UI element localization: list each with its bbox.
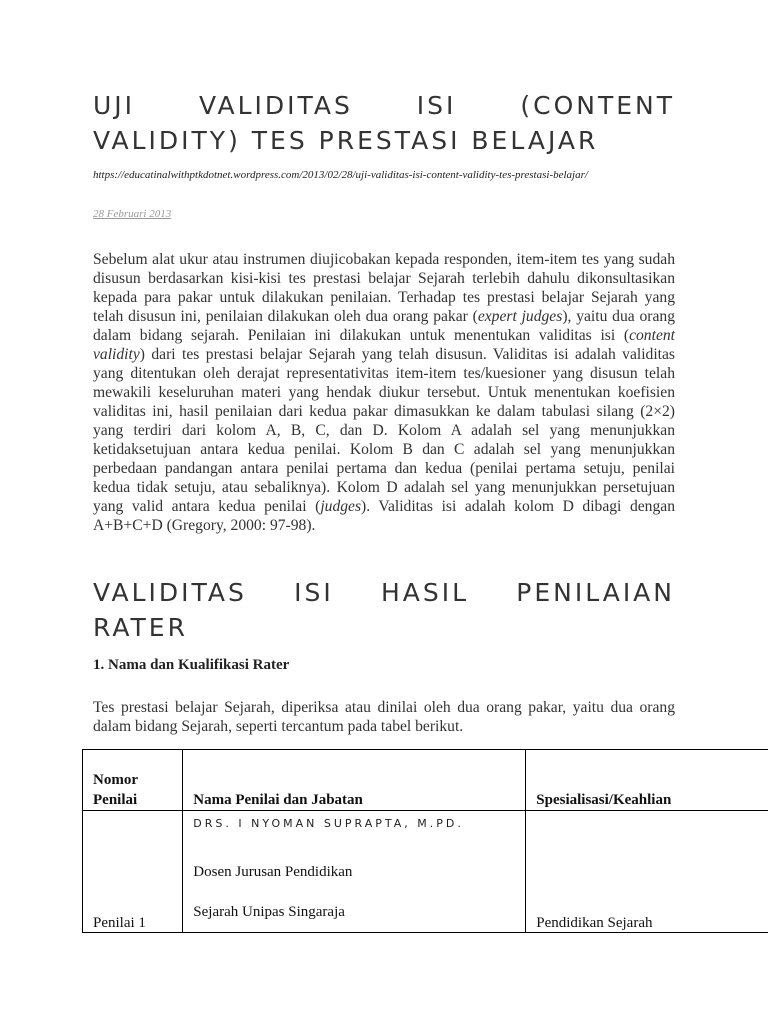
section-title-line-1: VALIDITAS ISI HASIL PENILAIAN <box>93 578 675 607</box>
intro-text-3: ) dari tes prestasi belajar Sejarah yang telah disusun. Validitas isi adalah validitas yang ditentukan oleh derajat representativitas item-item tes/kuesioner yang disusun telah mewakili keseluruhan materi yang hendak diukur tersebut. Untuk menentukan koefisien validitas ini, hasil penilaian dari kedua pakar dimasukkan ke dalam tabulasi silang (2×2) yang terdiri dari kolom A, B, C, dan D. Kolom A adalah sel yang menunjukkan ketidaksetujuan antara kedua penilai. Kolom B dan C adalah sel yang menunjukkan perbedaan pandangan antara penilai pertama dan kedua (penilai pertama setuju, penilai kedua tidak setuju, atau sebaliknya). Kolom D adalah sel yang menunjukkan persetujuan yang valid antara kedua penilai ( <box>93 346 675 515</box>
rater-name: DRS. I NYOMAN SUPRAPTA, M.PD. <box>193 817 464 830</box>
article-title <box>93 88 675 158</box>
rater-table <box>82 749 768 933</box>
cell-rater-specialization: Pendidikan Sejarah <box>526 811 768 933</box>
section-title-line-2: RATER <box>93 613 188 642</box>
table-header-row <box>83 750 768 811</box>
source-url[interactable]: https://educatinalwithptkdotnet.wordpress.com/2013/02/28/uji-validitas-isi-content-validity-tes-prestasi-belajar/ <box>93 169 588 181</box>
intro-emphasis-content-validity: content validity <box>93 327 675 363</box>
intro-emphasis-expert-judges: expert judges <box>477 308 563 325</box>
header-nomor-penilai: Nomor Penilai <box>83 750 183 811</box>
section-title <box>93 575 675 645</box>
intro-text-4: ). Validitas isi adalah kolom D dibagi dengan A+B+C+D (Gregory, 2000: 97-98). <box>93 498 675 534</box>
table-row <box>83 811 768 933</box>
cell-rater-name-position <box>183 811 526 933</box>
subheading: 1. Nama dan Kualifikasi Rater <box>93 657 290 673</box>
rater-position-line-1: Dosen Jurusan Pendidikan <box>193 864 353 880</box>
intro-emphasis-judges: judges <box>320 498 362 515</box>
header-spesialisasi: Spesialisasi/Keahlian <box>526 750 768 811</box>
header-nama-penilai: Nama Penilai dan Jabatan <box>183 750 526 811</box>
article-title-line-1: UJI VALIDITAS ISI (CONTENT <box>93 91 675 120</box>
article-title-line-2: VALIDITY) TES PRESTASI BELAJAR <box>93 126 599 155</box>
intro-text-1: Sebelum alat ukur atau instrumen diujicobakan kepada responden, item-item tes yang sudah disusun berdasarkan kisi-kisi tes prestasi belajar Sejarah terlebih dahulu dikonsultasikan kepada para pakar untuk dilakukan penilaian. Terhadap tes prestasi belajar Sejarah yang telah disusun ini, penilaian dilakukan oleh dua orang pakar ( <box>93 251 675 325</box>
cell-rater-number: Penilai 1 <box>83 811 183 933</box>
post-date-link[interactable]: 28 Februari 2013 <box>93 208 172 220</box>
intro-paragraph <box>93 250 675 535</box>
intro-text-2: ), yaitu dua orang dalam bidang sejarah. Penilaian ini dilakukan untuk menentukan validitas isi ( <box>93 308 675 344</box>
rater-position-line-2: Sejarah Unipas Singaraja <box>193 904 345 920</box>
rater-paragraph: Tes prestasi belajar Sejarah, diperiksa atau dinilai oleh dua orang pakar, yaitu dua orang dalam bidang Sejarah, seperti tercantum pada tabel berikut. <box>93 699 675 735</box>
